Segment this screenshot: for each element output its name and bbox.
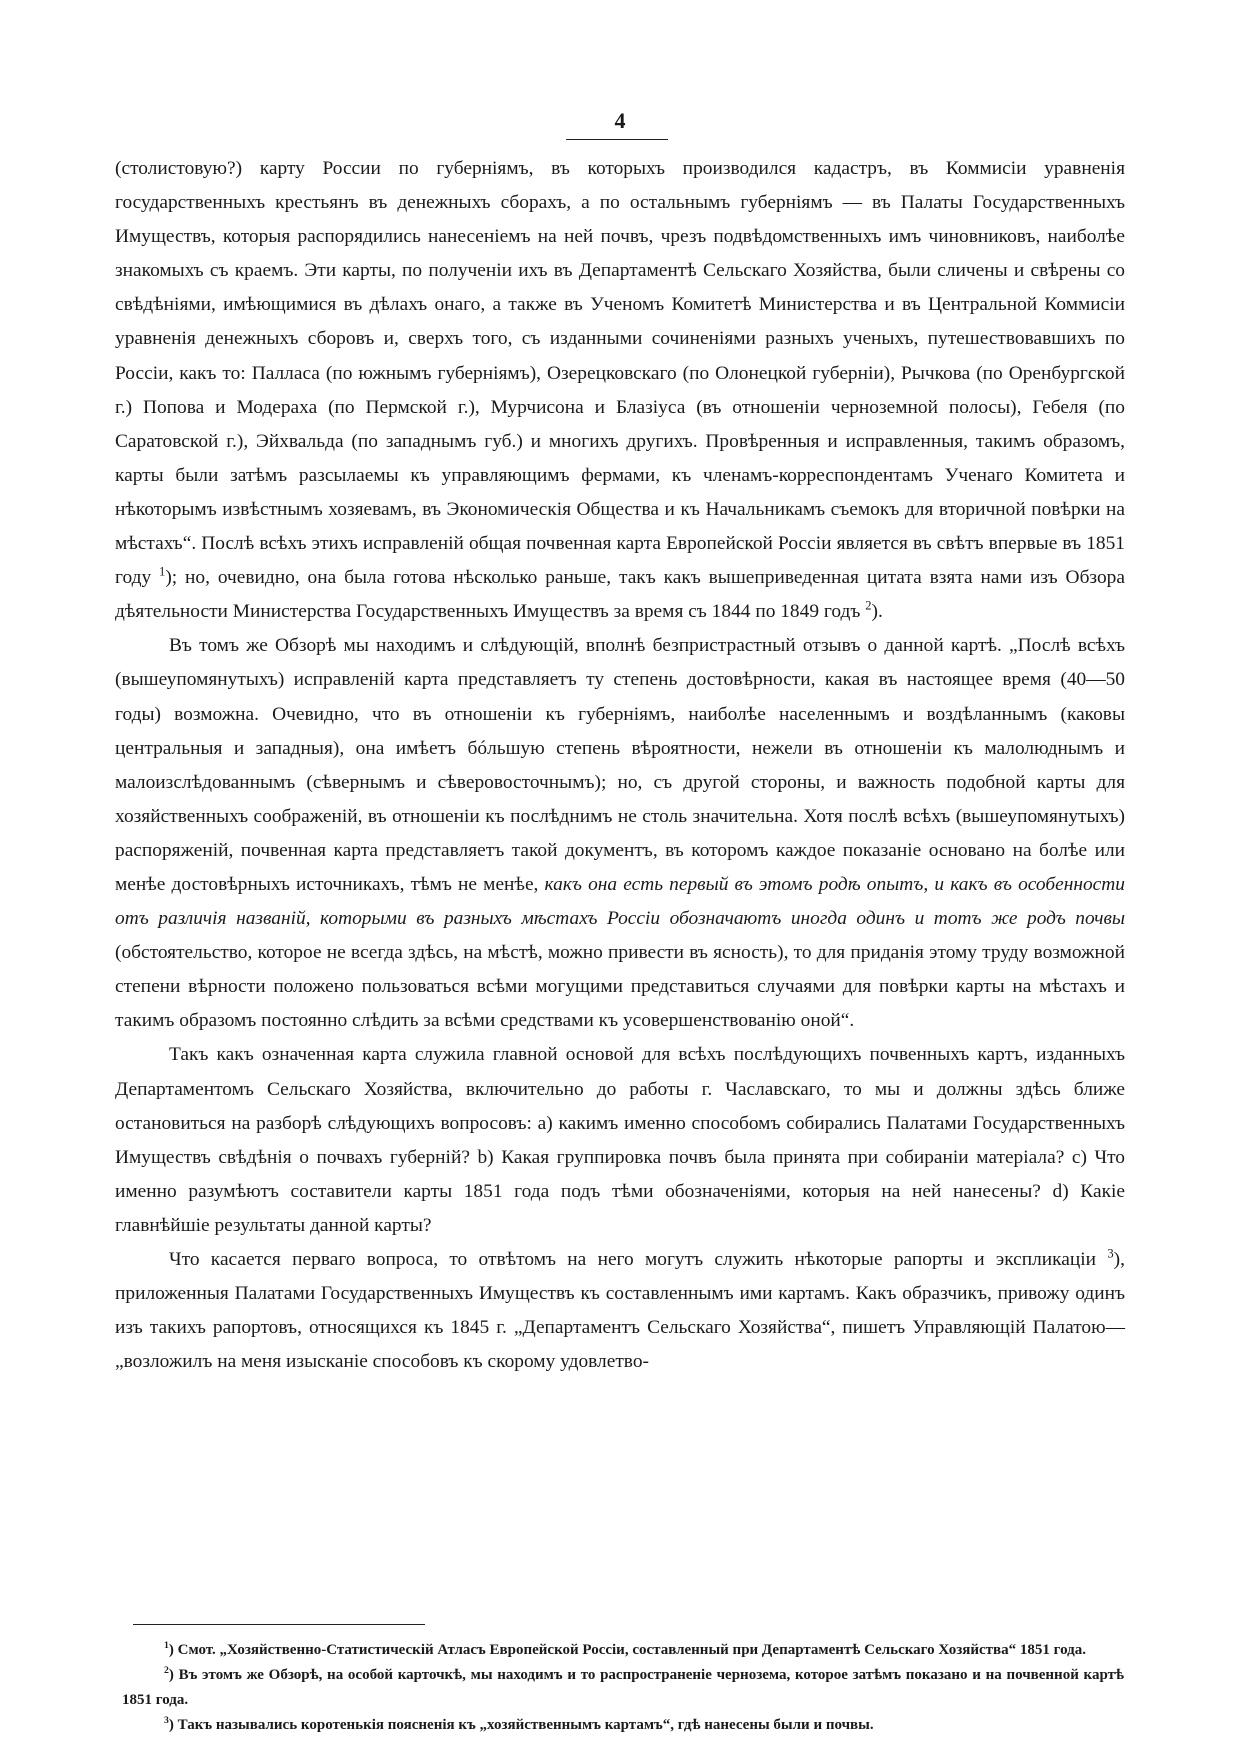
paragraph-2-italic: какъ она есть первый въ этомъ родѣ опытъ, и какъ въ особенности отъ различія названій, которыми въ разныхъ мѣстахъ Россіи обозначаютъ иногда одинъ и тотъ же родъ почвы bbox=[115, 873, 1125, 930]
footnote-1-mark: 1 bbox=[164, 1640, 169, 1651]
paragraph-4 bbox=[115, 1243, 1125, 1379]
paragraph-2 bbox=[115, 629, 1125, 1038]
footnote-ref-1: 1 bbox=[159, 564, 166, 579]
page-number-rule bbox=[566, 139, 668, 140]
footnote-2-mark: 2 bbox=[164, 1665, 169, 1676]
paragraph-2-text-a: Въ томъ же Обзорѣ мы находимъ и слѣдующій, вполнѣ безпристрастный отзывъ о данной картѣ. „Послѣ всѣхъ (вышеупомянутыхъ) исправленій карта представляетъ ту степень достовѣрности, какая въ настоящее время (40—50 годы) возможна. Очевидно, что въ отношеніи къ губерніямъ, наиболѣе населеннымъ и воздѣланнымъ (каковы центральныя и западныя), она имѣетъ бóльшую степень вѣроятности, нежели въ отношеніи къ малолюднымъ и малоизслѣдованнымъ (сѣвернымъ и сѣверовосточнымъ); но, съ другой стороны, и важность подобной карты для хозяйственныхъ соображеній, въ отношеніи къ послѣднимъ не столь значительна. Хотя послѣ всѣхъ (вышеупомянутыхъ) распоряженій, почвенная карта представляетъ такой документъ, въ которомъ каждое показаніе основано на болѣе или менѣе достовѣрныхъ источникахъ, тѣмъ не менѣе, bbox=[115, 635, 1125, 895]
paragraph-4-text-b: ), приложенныя Палатами Государственныхъ Имуществъ къ составленнымъ ими картамъ. Какъ образчикъ, привожу одинъ изъ такихъ рапортовъ, относящихся къ 1845 г. „Департаментъ Сельскаго Хозяйства“, пишетъ Управляющій Палатою—„возложилъ на меня изысканіе способовъ къ скорому удовлетво- bbox=[115, 1249, 1125, 1373]
paragraph-1 bbox=[115, 152, 1125, 629]
footnote-2-text: ) Въ этомъ же Обзорѣ, на особой карточкѣ, мы находимъ и то распространеніе чернозема, которое затѣмъ показано и на почвенной картѣ 1851 года. bbox=[122, 1667, 1124, 1708]
paragraph-1-text-a: (столистовую?) карту России по губерніямъ, въ которыхъ производился кадастръ, въ Коммисіи уравненія государственныхъ крестьянъ въ денежныхъ сборахъ, а по остальнымъ губерніямъ — въ Палаты Государственныхъ Имуществъ, которыя распорядились нанесеніемъ на ней почвъ, чрезъ подвѣдомственныхъ имъ чиновниковъ, наиболѣе знакомыхъ съ краемъ. Эти карты, по полученіи ихъ въ Департаментѣ Сельскаго Хозяйства, были сличены и свѣрены со свѣдѣніями, имѣющимися въ дѣлахъ онаго, а также въ Ученомъ Комитетѣ Министерства и въ Центральной Коммисіи уравненія денежныхъ сборовъ и, сверхъ того, съ изданными сочиненіями разныхъ ученыхъ, путешествовавшихъ по Россіи, какъ то: Палласа (по южнымъ губерніямъ), Озерецковскаго (по Олонецкой губерніи), Рычкова (по Оренбургской г.) Попова и Модераха (по Пермской г.), Мурчисона и Блазіуса (въ отношеніи черноземной полосы), Гебеля (по Саратовской г.), Эйхвальда (по западнымъ губ.) и многихъ другихъ. Провѣренныя и исправленныя, такимъ образомъ, карты были затѣмъ разсылаемы къ управляющимъ фермами, къ членамъ-корреспондентамъ Ученаго Комитета и нѣкоторымъ извѣстнымъ хозяевамъ, въ Экономическія Общества и къ Начальникамъ съемокъ для вторичной повѣрки на мѣстахъ“. Послѣ всѣхъ этихъ исправленій общая почвенная карта Европейской Россіи является въ свѣтъ впервые въ 1851 году bbox=[115, 158, 1125, 589]
paragraph-2-text-b: (обстоятельство, которое не всегда здѣсь, на мѣстѣ, можно привести въ ясность), то для приданія этому труду возможной степени вѣрности положено пользоваться всѣми могущими представиться случаями для повѣрки карты на мѣстахъ и такимъ образомъ постоянно слѣдить за всѣми средствами къ усовершенствованію оной“. bbox=[115, 942, 1125, 1032]
footnotes bbox=[122, 1638, 1124, 1738]
footnote-ref-3: 3 bbox=[1107, 1246, 1114, 1261]
paragraph-4-text-a: Что касается перваго вопроса, то отвѣтомъ на него могутъ служить нѣкоторые рапорты и экспликаціи bbox=[169, 1249, 1097, 1270]
footnote-ref-2: 2 bbox=[865, 598, 872, 613]
paragraph-3: Такъ какъ означенная карта служила главной основой для всѣхъ послѣдующихъ почвенныхъ картъ, изданныхъ Департаментомъ Сельскаго Хозяйства, включительно до работы г. Чаславскаго, то мы и должны здѣсь ближе остановиться на разборѣ слѣдующихъ вопросовъ: a) какимъ именно способомъ собирались Палатами Государственныхъ Имуществъ свѣдѣнія о почвахъ губерній? b) Какая группировка почвъ была принята при собираніи матеріала? c) Что именно разумѣютъ составители карты 1851 года подъ тѣми обозначеніями, которыя на ней нанесены? d) Какіе главнѣйшіе результаты данной карты? bbox=[115, 1044, 1125, 1236]
footnote-3-text: ) Такъ назывались коротенькія поясненія къ „хозяйственнымъ картамъ“, гдѣ нанесены были и почвы. bbox=[168, 1717, 874, 1733]
footnote-3 bbox=[122, 1713, 1124, 1738]
footnote-separator bbox=[133, 1624, 425, 1625]
main-text bbox=[115, 152, 1125, 1379]
footnote-1-text: ) Смот. „Хозяйственно-Статистическій Атласъ Европейской Россіи, составленный при Департаментѣ Сельскаго Хозяйства“ 1851 года. bbox=[168, 1642, 1086, 1658]
footnote-2 bbox=[122, 1663, 1124, 1713]
footnote-3-mark: 3 bbox=[164, 1715, 169, 1726]
page-number: 4 bbox=[614, 108, 626, 133]
paragraph-1-text-b: ); но, очевидно, она была готова нѣсколько раньше, такъ какъ вышеприведенная цитата взята нами изъ Обзора дѣятельности Министерства Государственныхъ Имуществъ за время съ 1844 по 1849 годъ bbox=[115, 567, 1125, 623]
footnote-1 bbox=[122, 1638, 1124, 1663]
paragraph-1-text-c: ). bbox=[871, 601, 883, 623]
